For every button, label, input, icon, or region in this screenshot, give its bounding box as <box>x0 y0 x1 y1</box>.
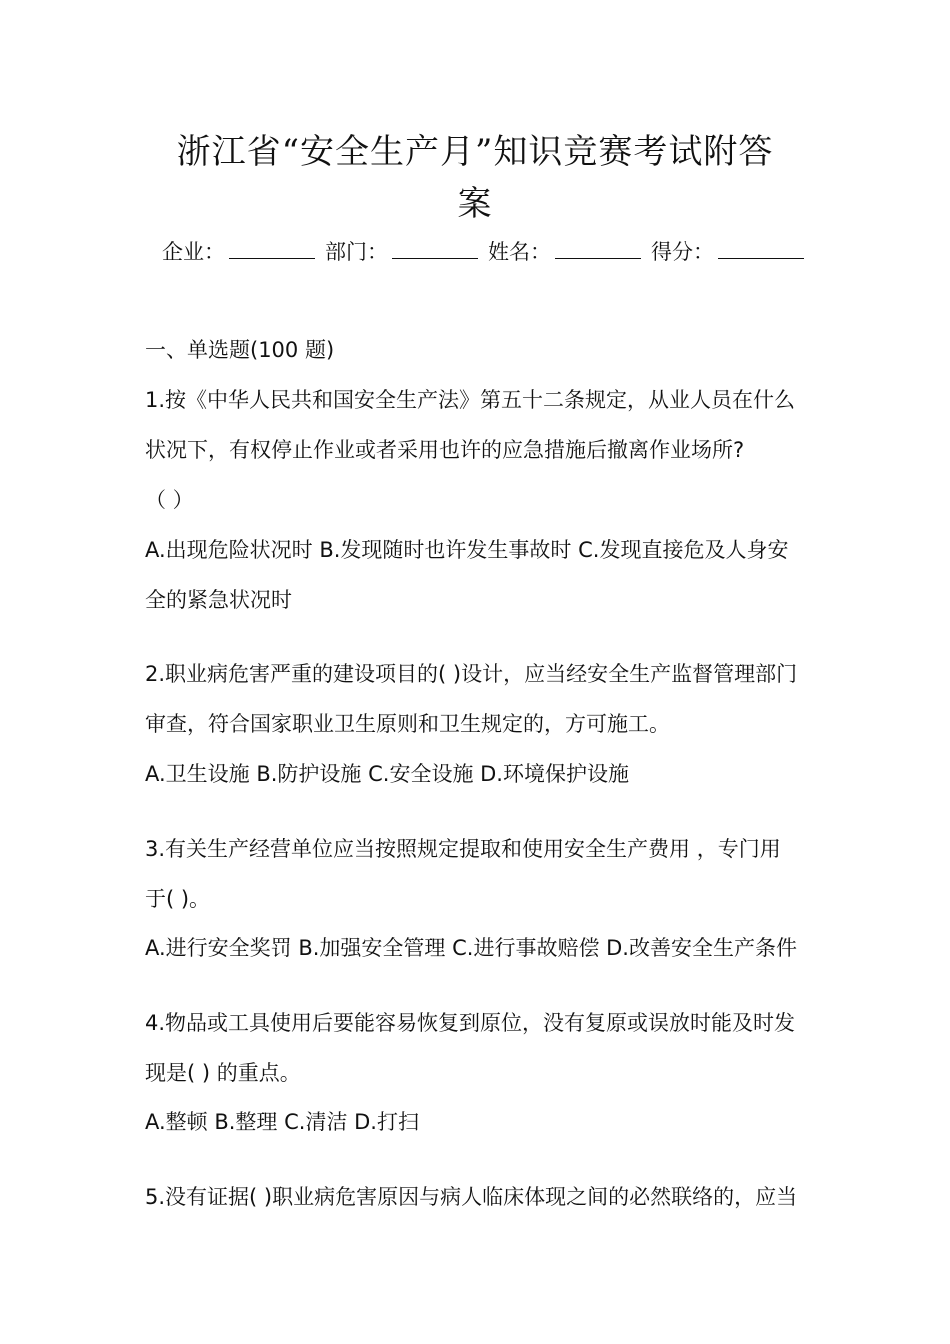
section-heading: 一、单选题(100 题) <box>145 338 335 362</box>
question-2-line-1: 2.职业病危害严重的建设项目的( )设计，应当经安全生产监督管理部门 <box>145 662 798 686</box>
question-2-line-2: 审查，符合国家职业卫生原则和卫生规定的，方可施工。 <box>145 712 670 736</box>
department-field <box>325 236 478 267</box>
question-2-options: A.卫生设施 B.防护设施 C.安全设施 D.环境保护设施 <box>145 762 629 786</box>
question-5-line-1: 5.没有证据( )职业病危害原因与病人临床体现之间的必然联络的，应当 <box>145 1185 798 1209</box>
score-field <box>651 236 804 267</box>
info-fields-row <box>162 236 802 267</box>
question-3-line-2: 于( )。 <box>145 887 211 911</box>
question-1-options-1: A.出现危险状况时 B.发现随时也许发生事故时 C.发现直接危及人身安 <box>145 538 789 562</box>
name-blank[interactable] <box>555 236 641 259</box>
company-field <box>162 236 315 267</box>
company-blank[interactable] <box>229 236 315 259</box>
name-field <box>488 236 641 267</box>
question-4-options: A.整顿 B.整理 C.清洁 D.打扫 <box>145 1110 419 1134</box>
question-1-line-2: 状况下，有权停止作业或者采用也许的应急措施后撤离作业场所? <box>145 438 745 462</box>
question-3-options: A.进行安全奖罚 B.加强安全管理 C.进行事故赔偿 D.改善安全生产条件 <box>145 936 797 960</box>
score-label: 得分： <box>651 240 714 264</box>
question-1-options-2: 全的紧急状况时 <box>145 588 292 612</box>
department-blank[interactable] <box>392 236 478 259</box>
document-title-line2: 案 <box>457 184 493 224</box>
question-1-line-3: （ ） <box>145 488 194 512</box>
question-4-line-2: 现是( ) 的重点。 <box>145 1061 301 1085</box>
document-title-line1: 浙江省“安全生产月”知识竞赛考试附答 <box>176 132 774 172</box>
department-label: 部门： <box>325 240 388 264</box>
score-blank[interactable] <box>718 236 804 259</box>
name-label: 姓名： <box>488 240 551 264</box>
question-3-line-1: 3.有关生产经营单位应当按照规定提取和使用安全生产费用 ，专门用 <box>145 837 781 861</box>
company-label: 企业： <box>162 240 225 264</box>
question-1-line-1: 1.按《中华人民共和国安全生产法》第五十二条规定，从业人员在什么 <box>145 388 796 412</box>
question-4-line-1: 4.物品或工具使用后要能容易恢复到原位，没有复原或误放时能及时发 <box>145 1011 796 1035</box>
